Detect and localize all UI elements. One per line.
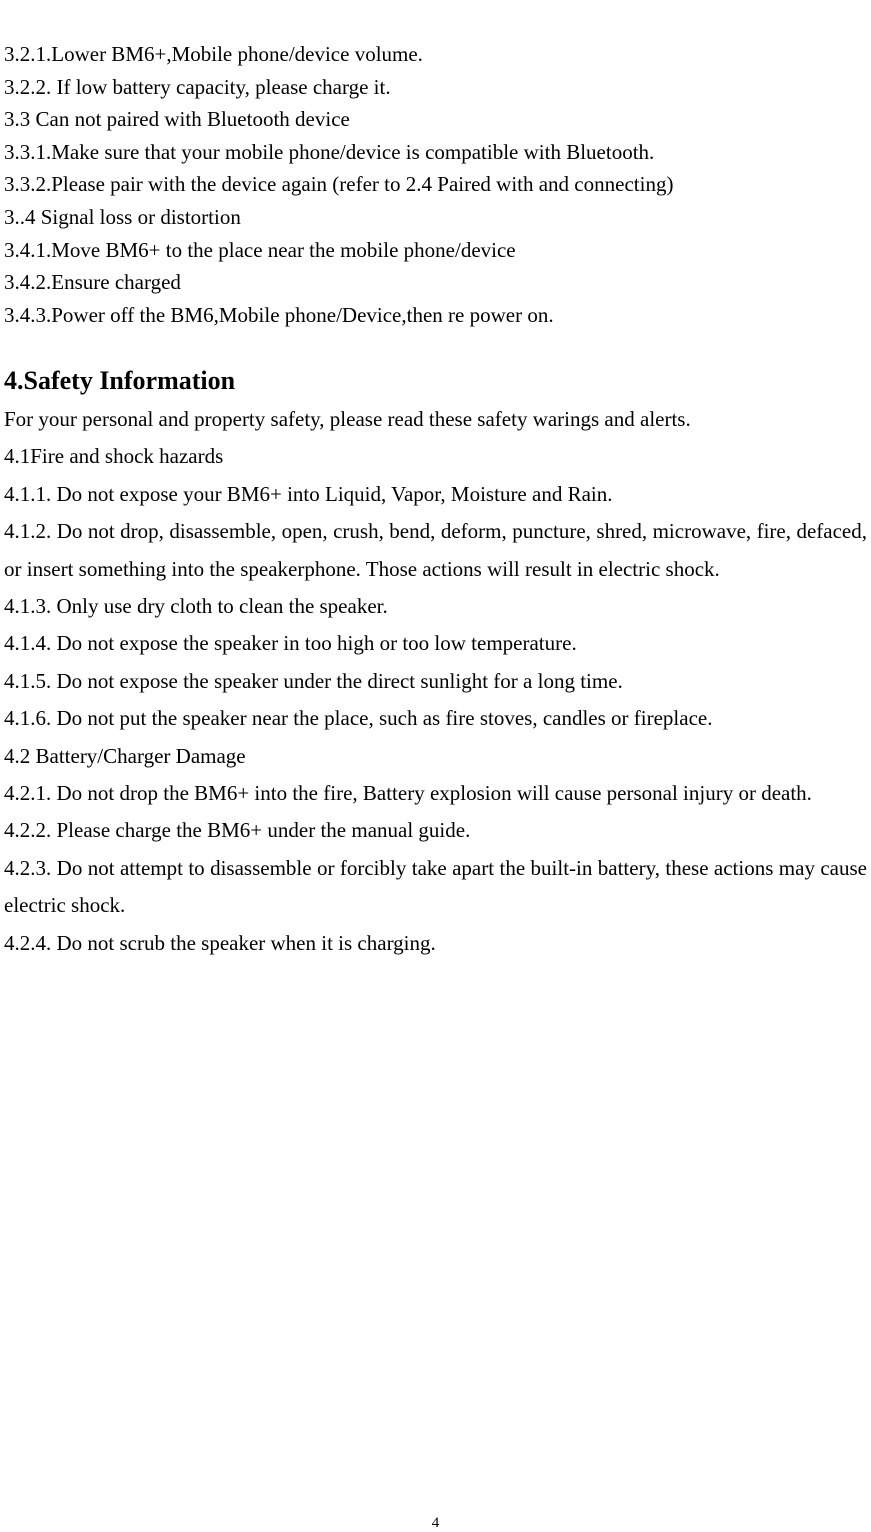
- list-item: 3.4.3.Power off the BM6,Mobile phone/Device,then re power on.: [4, 302, 554, 327]
- item-4-2-2: 4.2.2. Please charge the BM6+ under the manual guide.: [4, 818, 471, 843]
- troubleshooting-list: [4, 38, 868, 331]
- list-item: 3.4.2.Ensure charged: [4, 270, 181, 295]
- item-4-1-1: 4.1.1. Do not expose your BM6+ into Liquid, Vapor, Moisture and Rain.: [4, 481, 613, 506]
- page-number: 4: [431, 1515, 440, 1531]
- section-heading: 4.Safety Information: [4, 366, 236, 395]
- item-4-2-3: 4.2.3. Do not attempt to disassemble or forcibly take apart the built-in battery, these actions may cause electric shock.: [4, 855, 867, 918]
- list-item: 3.2.2. If low battery capacity, please charge it.: [4, 74, 391, 99]
- list-item: 3.3.2.Please pair with the device again (refer to 2.4 Paired with and connecting): [4, 172, 674, 197]
- subheading-fire-shock: 4.1Fire and shock hazards: [4, 444, 224, 469]
- list-item: 3..4 Signal loss or distortion: [4, 204, 241, 229]
- item-4-2-4: 4.2.4. Do not scrub the speaker when it is charging.: [4, 930, 436, 955]
- list-item: 3.3 Can not paired with Bluetooth device: [4, 107, 350, 132]
- item-4-1-6: 4.1.6. Do not put the speaker near the place, such as fire stoves, candles or fireplace.: [4, 706, 713, 731]
- list-item: 3.4.1.Move BM6+ to the place near the mobile phone/device: [4, 237, 516, 262]
- item-4-1-3: 4.1.3. Only use dry cloth to clean the speaker.: [4, 594, 388, 619]
- item-4-1-4: 4.1.4. Do not expose the speaker in too high or too low temperature.: [4, 631, 577, 656]
- item-4-1-5: 4.1.5. Do not expose the speaker under the direct sunlight for a long time.: [4, 668, 623, 693]
- item-4-2-1: 4.2.1. Do not drop the BM6+ into the fire, Battery explosion will cause personal injury or death.: [4, 781, 812, 806]
- list-item: 3.2.1.Lower BM6+,Mobile phone/device volume.: [4, 42, 423, 66]
- safety-section-body: [4, 401, 867, 962]
- intro-paragraph: For your personal and property safety, please read these safety warings and alerts.: [4, 407, 691, 431]
- item-4-1-2: 4.1.2. Do not drop, disassemble, open, crush, bend, deform, puncture, shred, microwave, fire, defaced, or insert something into the speakerphone. Those actions will result in electric shock.: [4, 519, 867, 581]
- list-item: 3.3.1.Make sure that your mobile phone/device is compatible with Bluetooth.: [4, 139, 655, 164]
- subheading-battery-charger: 4.2 Battery/Charger Damage: [4, 743, 246, 768]
